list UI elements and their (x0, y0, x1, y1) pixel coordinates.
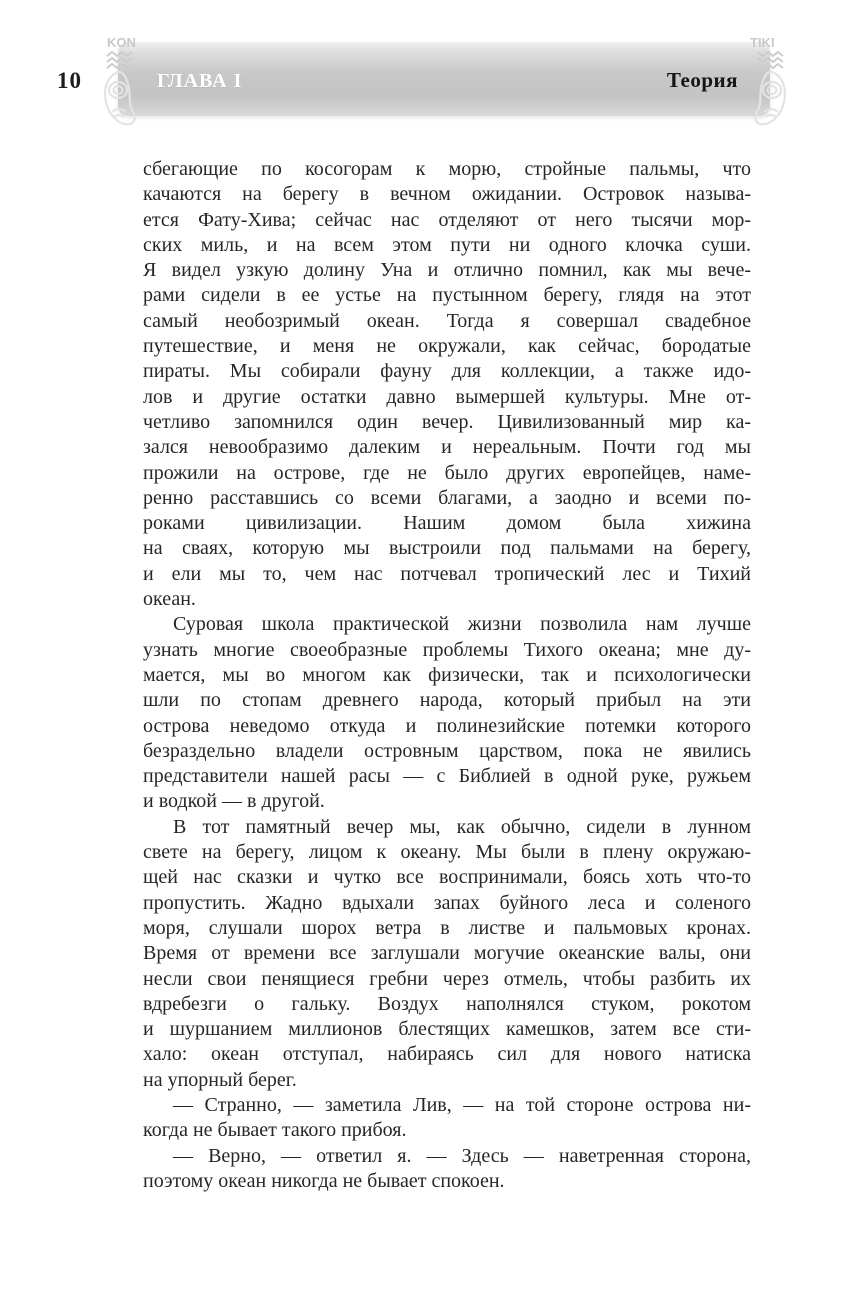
text-line: ется Фату-Хива; сейчас нас отделяют от него тысячи мор- (143, 208, 751, 231)
text-column (143, 157, 751, 1194)
text-line: шли по стопам древнего народа, который прибыл на эти (143, 689, 751, 712)
text-line: ских миль, и на всем этом пути ни одного клочка суши. (143, 233, 751, 256)
text-line: узнать многие своеобразные проблемы Тихого океана; мне ду- (143, 638, 751, 661)
text-line: — Верно, — ответил я. — Здесь — наветренная сторона, (173, 1144, 751, 1167)
paragraph (143, 1144, 751, 1195)
text-line: сбегающие по косогорам к морю, стройные пальмы, что (143, 158, 751, 180)
text-line: Суровая школа практической жизни позволила нам лучше (173, 613, 751, 636)
text-line: и ели мы то, чем нас потчевал тропический лес и Тихий (143, 562, 751, 585)
text-line: роками цивилизации. Нашим домом была хижина (143, 512, 751, 535)
kon-logo-text: KON (107, 35, 136, 50)
text-line: мается, мы во многом как физически, так и психологически (143, 663, 751, 686)
text-line: пираты. Мы собирали фауну для коллекции, а также идо- (143, 360, 751, 383)
text-line: представители нашей расы — с Библией в одной руке, ружьем (143, 765, 751, 788)
text-line: вдребезги о гальку. Воздух наполнялся стуком, рокотом (143, 992, 751, 1015)
paragraph (143, 157, 751, 612)
text-line: рами сидели в ее устье на пустынном берегу, глядя на этот (143, 284, 751, 307)
paragraph (143, 1093, 751, 1144)
text-line: безраздельно владели островным царством, пока не явились (143, 739, 751, 762)
kon-tiki-ornament-right (738, 34, 792, 130)
text-line: на сваях, которую мы выстроили под пальмами на берегу, (143, 537, 751, 560)
text-line: и водкой — в другой. (143, 790, 325, 813)
text-line: Я видел узкую долину Уна и отлично помнил, как мы вече- (143, 259, 751, 282)
kon-tiki-ornament-left (98, 34, 152, 130)
tiki-logo-text: TIKI (750, 35, 775, 50)
text-line: острова неведомо откуда и полинезийские потемки которого (143, 714, 751, 737)
text-line: свете на берегу, лицом к океану. Мы были в плену окружаю- (143, 841, 751, 864)
text-line: Время от времени все заглушали могучие океанские валы, они (143, 942, 751, 965)
text-line: путешествие, и меня не окружали, как сейчас, бородатые (143, 335, 751, 358)
text-line: океан. (143, 588, 196, 611)
text-line: — Странно, — заметила Лив, — на той стороне острова ни- (173, 1093, 751, 1116)
text-line: и шуршанием миллионов блестящих камешков, затем все сти- (143, 1018, 751, 1041)
text-line: лов и другие остатки давно вымершей культуры. Мне от- (143, 385, 751, 408)
paragraph (143, 815, 751, 1093)
text-line: моря, слушали шорох ветра в листве и пальмовых кронах. (143, 916, 751, 939)
text-line: четливо запомнился один вечер. Цивилизованный мир ка- (143, 410, 751, 433)
chapter-label: ГЛАВА I (157, 70, 243, 92)
text-line: хало: океан отступал, набираясь сил для нового натиска (143, 1043, 751, 1066)
section-label: Теория (666, 68, 738, 92)
text-line: поэтому океан никогда не бывает спокоен. (143, 1169, 505, 1192)
text-line: В тот памятный вечер мы, как обычно, сидели в лунном (173, 815, 751, 838)
text-line: несли свои пенящиеся гребни через отмель, чтобы разбить их (143, 967, 751, 990)
text-line: пропустить. Жадно вдыхали запах буйного леса и соленого (143, 891, 751, 914)
text-line: ренно расставшись со всеми благами, а заодно и всеми по- (143, 486, 751, 509)
paragraph (143, 612, 751, 814)
text-line: зался невообразимо далеким и нереальным. Почти год мы (143, 436, 751, 459)
text-line: самый необозримый океан. Тогда я совершал свадебное (143, 309, 751, 332)
page-number: 10 (57, 68, 82, 93)
text-line: когда не бывает такого прибоя. (143, 1119, 407, 1142)
text-line: на упорный берег. (143, 1068, 297, 1091)
text-line: щей нас сказки и чутко все воспринимали, боясь хоть что-то (143, 866, 751, 889)
text-line: качаются на берегу в вечном ожидании. Островок называ- (143, 183, 751, 206)
text-line: прожили на острове, где не было других европейцев, наме- (143, 461, 751, 484)
